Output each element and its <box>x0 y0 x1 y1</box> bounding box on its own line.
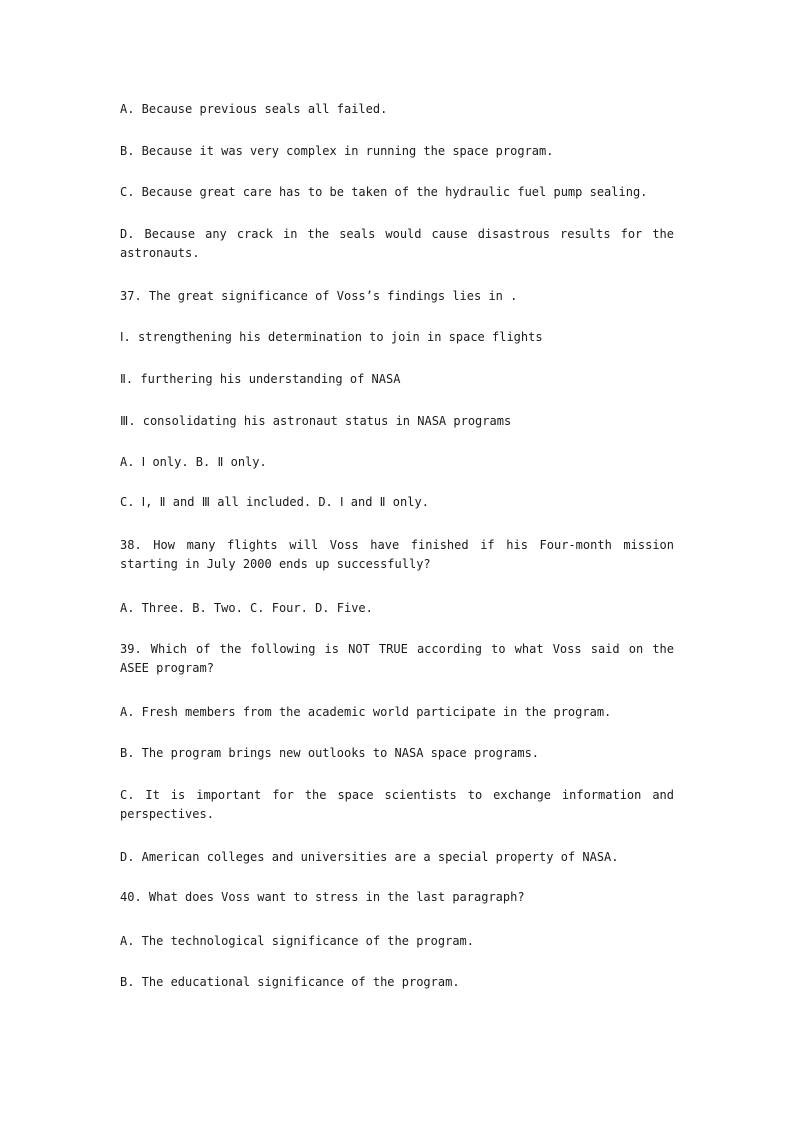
q39-option-c: C. It is important for the space scientists to exchange information and perspectives. <box>120 788 674 821</box>
q40-option-a: A. The technological significance of the program. <box>120 934 475 948</box>
q39-option-a: A. Fresh members from the academic world participate in the program. <box>120 705 612 719</box>
q37-stem: 37. The great significance of Voss’s findings lies in . <box>120 289 518 303</box>
q37-options-line-1: A. Ⅰ only. B. Ⅱ only. <box>120 455 267 469</box>
q38-options: A. Three. B. Two. C. Four. D. Five. <box>120 601 373 615</box>
q39-option-d: D. American colleges and universities are a special property of NASA. <box>120 850 619 864</box>
q36-option-b: B. Because it was very complex in running the space program. <box>120 144 554 158</box>
q37-item-3: Ⅲ. consolidating his astronaut status in NASA programs <box>120 414 512 428</box>
q36-option-d: D. Because any crack in the seals would cause disastrous results for the astronauts. <box>120 227 674 260</box>
q36-option-c: C. Because great care has to be taken of the hydraulic fuel pump sealing. <box>120 185 648 199</box>
q37-options-line-2: C. Ⅰ, Ⅱ and Ⅲ all included. D. Ⅰ and Ⅱ only. <box>120 495 429 509</box>
q36-option-a: A. Because previous seals all failed. <box>120 102 388 116</box>
q38-stem: 38. How many flights will Voss have finished if his Four-month mission starting in July 2000 ends up successfully? <box>120 538 674 571</box>
q39-option-b: B. The program brings new outlooks to NASA space programs. <box>120 746 540 760</box>
q37-item-1: Ⅰ. strengthening his determination to join in space flights <box>120 330 543 344</box>
q40-stem: 40. What does Voss want to stress in the last paragraph? <box>120 890 525 904</box>
q37-item-2: Ⅱ. furthering his understanding of NASA <box>120 372 401 386</box>
q39-stem: 39. Which of the following is NOT TRUE according to what Voss said on the ASEE program? <box>120 642 674 675</box>
q40-option-b: B. The educational significance of the program. <box>120 975 460 989</box>
